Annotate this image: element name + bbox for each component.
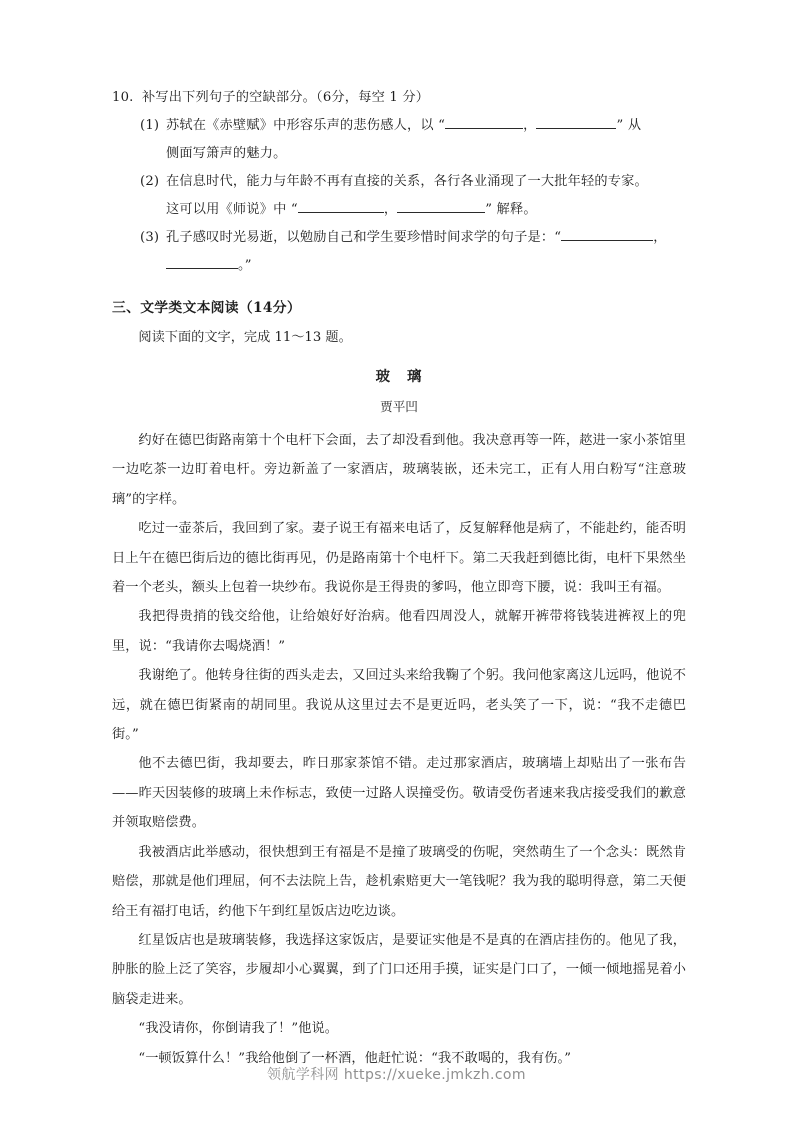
item-2-marker: (2) xyxy=(140,174,160,189)
item-3-blank-b[interactable] xyxy=(166,268,238,269)
article-title xyxy=(112,362,686,392)
item-2-text-middle: ， xyxy=(383,202,398,217)
item-3-text-after: 。” xyxy=(238,258,252,273)
item-1-blank-b[interactable] xyxy=(536,128,616,129)
footer-watermark: 领航学科网 https://xueke.jmkzh.com xyxy=(267,1067,526,1083)
item-2-blank-b[interactable] xyxy=(397,212,485,213)
item-3-blank-a[interactable] xyxy=(561,240,653,241)
article-title-part1: 玻 xyxy=(375,368,391,385)
item-1-body xyxy=(166,112,686,140)
item-1-blank-a[interactable] xyxy=(445,128,523,129)
item-1-continuation-text: 侧面写箫声的魅力。 xyxy=(166,146,287,161)
item-2-blank-a[interactable] xyxy=(298,212,384,213)
section-three-lead: 阅读下面的文字，完成 11～13 题。 xyxy=(138,330,352,345)
section-three-heading: 三、文学类文本阅读（14分） xyxy=(112,300,301,316)
article-paragraph: 吃过一壶茶后，我回到了家。妻子说王有福来电话了，反复解释他是病了，不能赴约，能否明日上午在德巴街后边的德比街再见，仍是路南第十个电杆下。第二天我赶到德比街，电杆下果然坐着一个老头，额头上包着一块纱布。我说你是王得贵的爹吗，他立即弯下腰，说：我叫王有福。 xyxy=(112,521,686,596)
article-paragraph: “我没请你，你倒请我了！”他说。 xyxy=(138,1021,339,1037)
item-3-marker: (3) xyxy=(140,230,160,245)
article-paragraph: 我被酒店此举感动，很快想到王有福是不是撞了玻璃受的伤呢，突然萌生了一个念头：既然肯赔偿，那就是他们理屈，何不去法院上告，趁机索赔更大一笔钱呢？我为我的聪明得意，第二天便给王有福打电话，约他下午到红星饭店边吃边谈。 xyxy=(112,844,686,919)
item-2-line2-body xyxy=(166,196,686,224)
article-title-part2: 璃 xyxy=(407,368,423,385)
item-1-text-middle: ， xyxy=(523,118,537,133)
question-10-item-1-continuation xyxy=(140,140,686,168)
item-1-marker: (1) xyxy=(140,118,160,133)
article-author: 贾平凹 xyxy=(380,399,418,414)
article-paragraph: 他不去德巴街，我却要去，昨日那家茶馆不错。走过那家酒店，玻璃墙上却贴出了一张布告——昨天因装修的玻璃上未作标志，致使一过路人误撞受伤。敬请受伤者速来我店接受我们的歉意并领取赔偿费。 xyxy=(112,756,686,831)
item-1-text-before: 苏轼在《赤壁赋》中形容乐声的悲伤感人，以 “ xyxy=(166,118,446,133)
article-paragraph: 红星饭店也是玻璃装修，我选择这家饭店，是要证实他是不是真的在酒店挂伤的。他见了我，肿胀的脸上泛了笑容，步履却小心翼翼，到了门口还用手摸，证实是门口了，一倾一倾地摇晃着小脑袋走进来。 xyxy=(112,932,686,1007)
article-paragraph: 我把得贵捎的钱交给他，让给娘好好治病。他看四周没人，就解开裤带将钱装进裤衩上的兜里，说：“我请你去喝烧酒！” xyxy=(112,609,686,654)
item-3-text-before: 孔子感叹时光易逝，以勉励自己和学生要珍惜时间求学的句子是：“ xyxy=(166,230,562,245)
item-1-text-after: ” 从 xyxy=(616,118,642,133)
article-paragraph: 我谢绝了。他转身往街的西头走去，又回过头来给我鞠了个躬。我问他家离这儿远吗，他说不远，就在德巴街紧南的胡同里。我说从这里过去不是更近吗，老头笑了一下，说：“我不走德巴街。” xyxy=(112,668,686,743)
question-10-item-2-line2 xyxy=(140,196,686,224)
article-paragraph: 约好在德巴街路南第十个电杆下会面，去了却没看到他。我决意再等一阵，趑进一家小茶馆里一边吃茶一边盯着电杆。旁边新盖了一家酒店，玻璃装嵌，还未完工，正有人用白粉写“注意玻璃”的字样。 xyxy=(112,433,686,507)
item-2-text-before: 这可以用《师说》中 “ xyxy=(166,202,298,217)
item-2-text-after: ” 解释。 xyxy=(485,202,537,217)
item-3-text-middle: ， xyxy=(653,230,667,245)
question-10-item-3 xyxy=(140,224,686,252)
item-3-line2-body xyxy=(166,252,686,280)
question-10-stem-row xyxy=(112,84,686,112)
page-content xyxy=(112,84,686,1073)
question-10-item-2 xyxy=(140,168,686,196)
question-10-number: 10. xyxy=(112,90,134,105)
question-10-stem: 补写出下列句子的空缺部分。（6分，每空 1 分） xyxy=(142,90,430,105)
item-3-body xyxy=(166,224,686,252)
question-10-item-1 xyxy=(140,112,686,140)
article-paragraph: “一顿饭算什么！”我给他倒了一杯酒，他赶忙说：“我不敢喝的，我有伤。” xyxy=(138,1050,572,1066)
item-2-line1: 在信息时代，能力与年龄不再有直接的关系，各行各业涌现了一大批年轻的专家。 xyxy=(166,174,648,189)
question-10-item-3-line2 xyxy=(140,252,686,280)
